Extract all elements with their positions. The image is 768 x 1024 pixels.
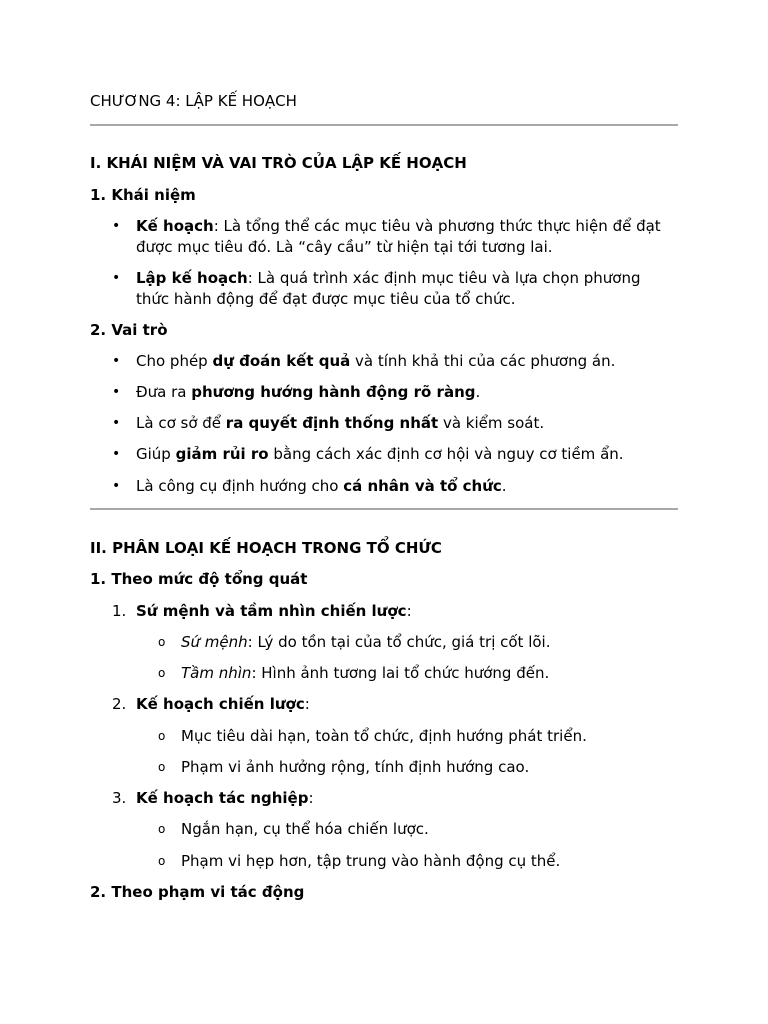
list-item [112, 444, 676, 465]
text: Là cơ sở để [136, 414, 226, 432]
circle-bullet-icon: o [158, 729, 166, 743]
subheading-concept: 1. Khái niệm [90, 186, 196, 204]
text: Giúp [136, 445, 176, 463]
item-number: 1. [112, 602, 127, 620]
text: và tính khả thi của các phương án. [350, 352, 616, 370]
circle-bullet-icon: o [158, 822, 166, 836]
text: . [475, 383, 481, 401]
text: Là công cụ định hướng cho [136, 477, 344, 495]
sub-list-item [158, 757, 676, 778]
term: Sứ mệnh [181, 633, 248, 651]
section-heading-1: I. KHÁI NIỆM VÀ VAI TRÒ CỦA LẬP KẾ HOẠCH [90, 154, 467, 172]
text: Mục tiêu dài hạn, toàn tổ chức, định hướng phát triển. [181, 727, 587, 745]
text: Đưa ra [136, 383, 192, 401]
bullet-icon: • [112, 415, 121, 431]
text: : Lý do tồn tại của tổ chức, giá trị cốt lõi. [247, 633, 551, 651]
text: : Hình ảnh tương lai tổ chức hướng đến. [251, 664, 550, 682]
bullet-icon: • [112, 218, 121, 234]
bullet-icon: • [112, 478, 121, 494]
numbered-item [112, 788, 676, 809]
numbered-item [112, 601, 676, 622]
text: Ngắn hạn, cụ thể hóa chiến lược. [181, 820, 429, 838]
term: Kế hoạch tác nghiệp [136, 789, 309, 807]
term: Sứ mệnh và tầm nhìn chiến lược [136, 602, 407, 620]
chapter-title: CHƯƠNG 4: LẬP KẾ HOẠCH [90, 92, 297, 110]
term: Tầm nhìn [181, 664, 252, 682]
emphasis: giảm rủi ro [175, 445, 269, 463]
emphasis: cá nhân và tổ chức [343, 477, 502, 495]
item-number: 2. [112, 695, 127, 713]
text: Cho phép [136, 352, 213, 370]
term: Lập kế hoạch [136, 269, 248, 287]
item-number: 3. [112, 789, 127, 807]
text: : [304, 695, 310, 713]
divider [90, 508, 678, 510]
text: : [308, 789, 314, 807]
bullet-icon: • [112, 270, 121, 286]
sub-list-item [158, 632, 676, 653]
emphasis: ra quyết định thống nhất [225, 414, 439, 432]
list-item [112, 351, 676, 372]
list-item [112, 413, 676, 434]
term: Kế hoạch [136, 217, 214, 235]
circle-bullet-icon: o [158, 854, 166, 868]
circle-bullet-icon: o [158, 760, 166, 774]
text: Phạm vi ảnh hưởng rộng, tính định hướng cao. [181, 758, 530, 776]
text: và kiểm soát. [438, 414, 545, 432]
section-heading-2: II. PHÂN LOẠI KẾ HOẠCH TRONG TỔ CHỨC [90, 539, 442, 557]
emphasis: dự đoán kết quả [212, 352, 351, 370]
circle-bullet-icon: o [158, 635, 166, 649]
text: : [406, 602, 412, 620]
bullet-icon: • [112, 353, 121, 369]
sub-list-item [158, 851, 676, 872]
subheading-scope: 2. Theo phạm vi tác động [90, 883, 305, 901]
circle-bullet-icon: o [158, 666, 166, 680]
sub-list-item [158, 726, 676, 747]
list-item [112, 268, 676, 310]
text: . [501, 477, 507, 495]
definition: : Là quá trình xác định mục tiêu và lựa chọn phương thức hành động để đạt được mục tiêu của tổ chức. [136, 269, 641, 308]
list-item [112, 382, 676, 403]
list-item [112, 476, 676, 497]
text: bằng cách xác định cơ hội và nguy cơ tiềm ẩn. [268, 445, 624, 463]
subheading-role: 2. Vai trò [90, 321, 168, 339]
bullet-icon: • [112, 384, 121, 400]
divider [90, 124, 678, 126]
list-item [112, 216, 676, 258]
sub-list-item [158, 663, 676, 684]
numbered-item [112, 694, 676, 715]
bullet-icon: • [112, 446, 121, 462]
definition: : Là tổng thể các mục tiêu và phương thức thực hiện để đạt được mục tiêu đó. Là “cây cầu” từ hiện tại tới tương lai. [136, 217, 661, 256]
text: Phạm vi hẹp hơn, tập trung vào hành động cụ thể. [181, 852, 561, 870]
subheading-generality: 1. Theo mức độ tổng quát [90, 570, 308, 588]
emphasis: phương hướng hành động rõ ràng [191, 383, 476, 401]
sub-list-item [158, 819, 676, 840]
term: Kế hoạch chiến lược [136, 695, 305, 713]
